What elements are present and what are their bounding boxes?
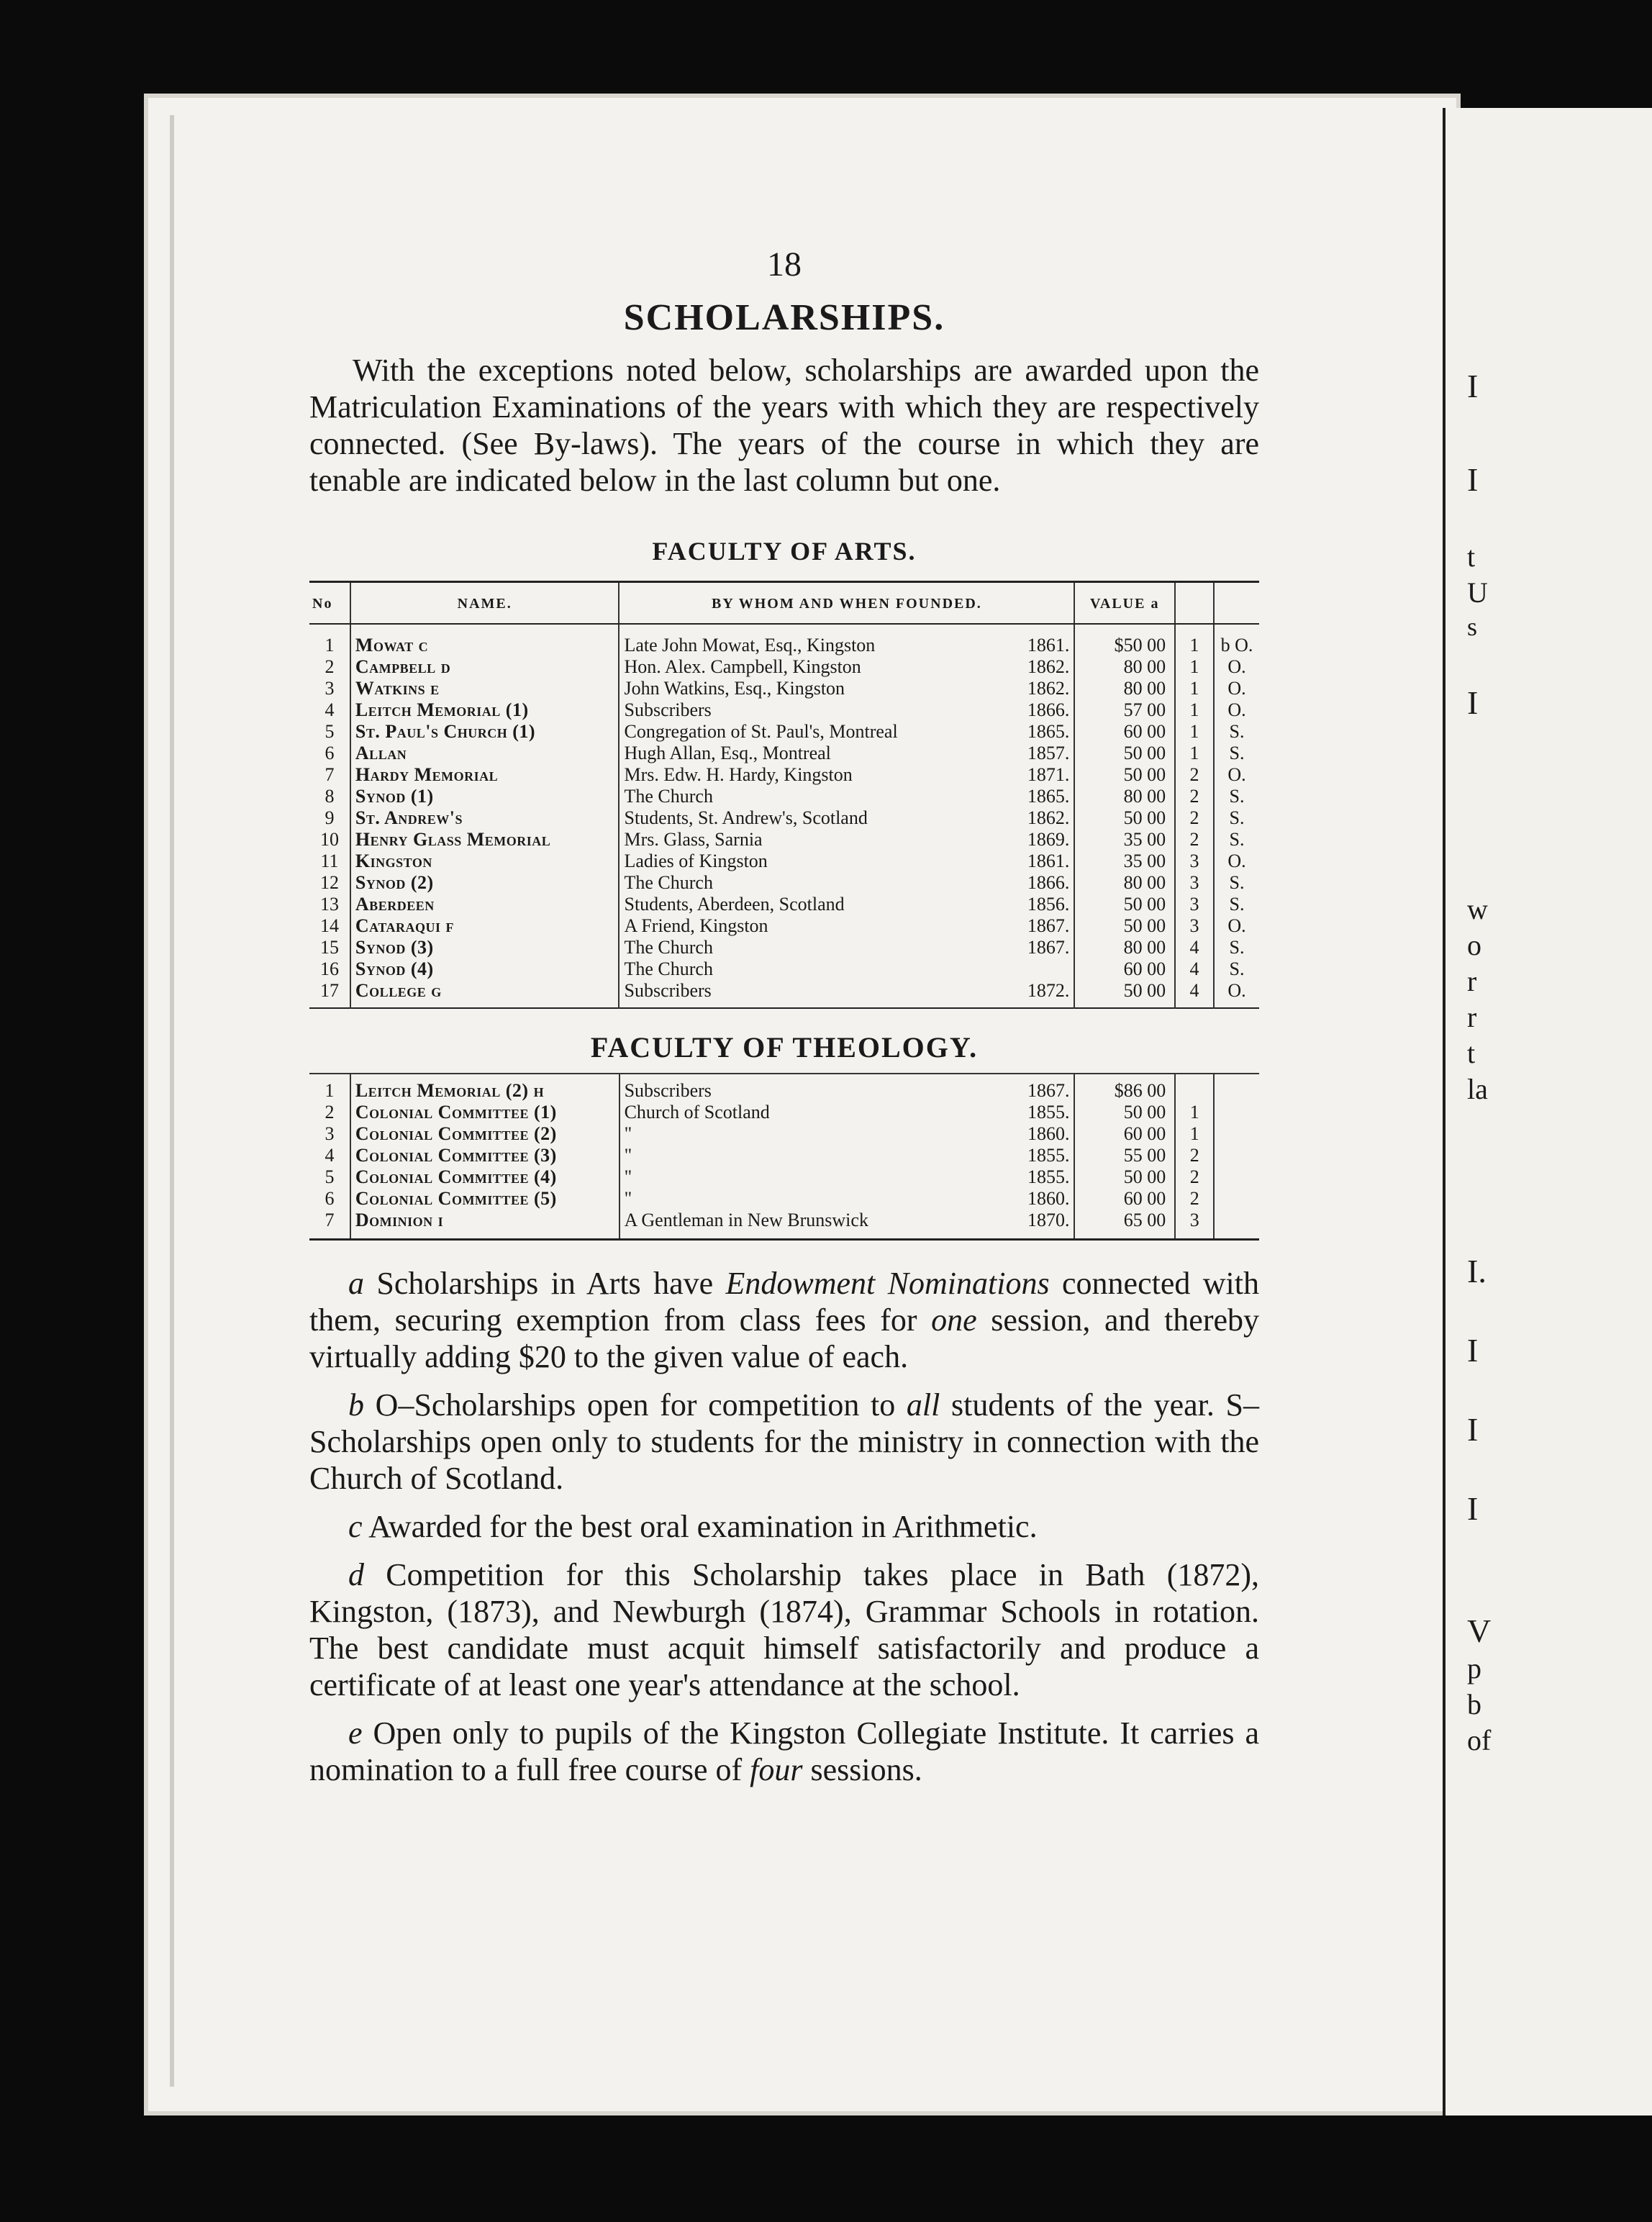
year-cell: 2	[1175, 1166, 1214, 1188]
table-row	[309, 807, 1259, 829]
year-cell: 3	[1175, 851, 1214, 872]
ctype-cell: O.	[1227, 980, 1246, 1001]
value-cell: 35 00	[1074, 851, 1175, 872]
ctype-cell	[1214, 1074, 1259, 1102]
year-founded: 1869.	[1027, 829, 1070, 850]
name-cell: Campbell d	[350, 656, 620, 678]
no-cell: 7	[309, 1210, 350, 1240]
footnote-c	[309, 1508, 1259, 1545]
value-cell: 80 00	[1074, 937, 1175, 958]
arts-table-body	[309, 624, 1259, 1008]
no-cell: 3	[309, 1123, 350, 1145]
no-cell: 15	[309, 937, 350, 958]
year-founded: 1867.	[1027, 937, 1070, 958]
facing-page-fragment: I	[1467, 368, 1479, 404]
founder-cell	[619, 958, 1074, 980]
no-cell: 10	[309, 829, 350, 851]
facing-page-fragment: I	[1467, 1332, 1479, 1369]
value-cell: 57 00	[1074, 699, 1175, 721]
table-row	[309, 872, 1259, 894]
no-cell: 13	[309, 894, 350, 915]
founder-cell	[620, 1188, 1075, 1210]
year-founded: 1862.	[1027, 807, 1070, 828]
name-cell: Mowat c	[350, 624, 620, 656]
theology-table-body	[309, 1074, 1259, 1240]
year-cell: 1	[1175, 1102, 1214, 1123]
no-cell: 6	[309, 1188, 350, 1210]
name-cell: Colonial Committee (4)	[350, 1166, 620, 1188]
table-row	[309, 678, 1259, 699]
ctype-cell: O.	[1227, 915, 1246, 936]
name-cell: Leitch Memorial (1)	[350, 699, 620, 721]
year-cell: 1	[1175, 743, 1214, 764]
facing-page-fragment: V	[1467, 1613, 1492, 1649]
col-header-type	[1214, 582, 1259, 625]
no-cell: 12	[309, 872, 350, 894]
value-cell: 50 00	[1074, 915, 1175, 937]
footnote-text: O–Scholarships open for competition to	[375, 1387, 907, 1423]
year-cell: 2	[1175, 807, 1214, 829]
value-cell: 35 00	[1074, 829, 1175, 851]
name-cell: Kingston	[350, 851, 620, 872]
footnote-text: Open only to pupils of the Kingston Collegiate Institute. It carries a nomination to a full free course of	[309, 1715, 1260, 1787]
page-number: 18	[767, 245, 802, 284]
no-cell: 1	[309, 624, 350, 656]
value-cell: 80 00	[1074, 656, 1175, 678]
ctype-cell: S.	[1229, 937, 1245, 958]
year-founded: 1861.	[1027, 635, 1070, 656]
founder-cell	[619, 678, 1074, 699]
year-cell: 3	[1175, 872, 1214, 894]
name-cell: Synod (2)	[350, 872, 620, 894]
table-row	[309, 1123, 1259, 1145]
founder-cell	[619, 656, 1074, 678]
founder-cell	[619, 807, 1074, 829]
ctype-cell: S.	[1229, 958, 1245, 979]
year-cell: 4	[1175, 980, 1214, 1008]
footnote-text: one	[931, 1302, 977, 1338]
name-cell: Cataraqui f	[350, 915, 620, 937]
footnote-key: a	[348, 1266, 364, 1301]
no-cell: 5	[309, 721, 350, 743]
facing-page-fragment: b	[1467, 1688, 1481, 1720]
page-title: SCHOLARSHIPS.	[623, 297, 945, 338]
value-cell: 55 00	[1074, 1145, 1175, 1166]
name-cell: Watkins e	[350, 678, 620, 699]
no-cell: 1	[309, 1074, 350, 1102]
name-cell: Synod (4)	[350, 958, 620, 980]
year-founded: 1857.	[1027, 743, 1070, 763]
footnote-a	[309, 1265, 1259, 1375]
name-cell: Aberdeen	[350, 894, 620, 915]
founder-text: "	[624, 1166, 632, 1187]
value-cell: $86 00	[1074, 1074, 1175, 1102]
name-cell: Colonial Committee (2)	[350, 1123, 620, 1145]
founder-cell	[619, 699, 1074, 721]
table-row	[309, 915, 1259, 937]
founder-text: Subscribers	[624, 699, 712, 720]
table-row	[309, 699, 1259, 721]
value-cell: 50 00	[1074, 894, 1175, 915]
year-cell: 4	[1175, 937, 1214, 958]
founder-text: Hon. Alex. Campbell, Kingston	[624, 656, 861, 677]
footnote-text: Scholarships in Arts have	[376, 1266, 726, 1301]
founder-cell	[619, 872, 1074, 894]
founder-text: Mrs. Edw. H. Hardy, Kingston	[624, 764, 853, 785]
year-cell: 1	[1175, 656, 1214, 678]
value-cell: 50 00	[1074, 1102, 1175, 1123]
col-header-course-year	[1175, 582, 1214, 625]
no-cell: 2	[309, 1102, 350, 1123]
facing-page-fragment: w	[1467, 893, 1488, 925]
no-cell: 3	[309, 678, 350, 699]
footnote-text: connected with them, securing exemption from class fees for	[309, 1266, 1259, 1338]
ctype-cell: S.	[1229, 829, 1245, 850]
table-row	[309, 1210, 1259, 1240]
footnote-text: all	[906, 1387, 940, 1423]
year-cell: 2	[1175, 764, 1214, 786]
table-row	[309, 851, 1259, 872]
no-cell: 4	[309, 699, 350, 721]
name-cell: Henry Glass Memorial	[350, 829, 620, 851]
ctype-cell: O.	[1227, 851, 1246, 871]
no-cell: 8	[309, 786, 350, 807]
founder-text: Church of Scotland	[624, 1102, 770, 1123]
arts-faculty-title: FACULTY OF ARTS.	[652, 537, 917, 566]
ctype-cell	[1214, 1123, 1259, 1145]
table-row	[309, 937, 1259, 958]
founder-cell	[619, 743, 1074, 764]
year-cell: 3	[1175, 915, 1214, 937]
founder-text: Students, St. Andrew's, Scotland	[624, 807, 868, 828]
page-content	[309, 245, 1259, 1800]
year-founded: 1855.	[1027, 1102, 1070, 1123]
table-row	[309, 624, 1259, 656]
value-cell: 60 00	[1074, 958, 1175, 980]
facing-page-fragment: U	[1467, 576, 1488, 609]
footnote-key: d	[348, 1557, 364, 1592]
name-cell: Allan	[350, 743, 620, 764]
founder-text: "	[624, 1188, 632, 1209]
value-cell: 60 00	[1074, 1188, 1175, 1210]
table-row	[309, 958, 1259, 980]
table-row	[309, 656, 1259, 678]
footnote-e	[309, 1715, 1259, 1788]
ctype-cell: O.	[1227, 764, 1246, 785]
footnote-text: four	[750, 1752, 803, 1787]
facing-page-fragment: t	[1467, 1037, 1476, 1069]
name-cell: Dominion i	[350, 1210, 620, 1240]
value-cell: 50 00	[1074, 1166, 1175, 1188]
name-cell: St. Paul's Church (1)	[350, 721, 620, 743]
year-founded: 1865.	[1027, 721, 1070, 742]
no-cell: 9	[309, 807, 350, 829]
name-cell: Colonial Committee (5)	[350, 1188, 620, 1210]
arts-scholarships-table	[309, 581, 1259, 1009]
founder-text: Hugh Allan, Esq., Montreal	[624, 743, 831, 763]
founder-text: Mrs. Glass, Sarnia	[624, 829, 763, 850]
no-cell: 11	[309, 851, 350, 872]
value-cell: 50 00	[1074, 980, 1175, 1008]
no-cell: 4	[309, 1145, 350, 1166]
year-cell: 3	[1175, 894, 1214, 915]
no-cell: 2	[309, 656, 350, 678]
year-founded: 1860.	[1027, 1123, 1070, 1144]
year-cell: 4	[1175, 958, 1214, 980]
facing-page-fragment: la	[1467, 1073, 1488, 1105]
footnote-key: e	[348, 1715, 363, 1751]
col-header-founder: BY WHOM AND WHEN FOUNDED.	[619, 582, 1074, 625]
facing-page-fragment: s	[1467, 612, 1478, 641]
year-founded: 1861.	[1027, 851, 1070, 871]
footnote-text: students of the year. S–Scholarships open only to students for the ministry in connection with the Church of Scotland.	[309, 1387, 1260, 1496]
founder-cell	[619, 764, 1074, 786]
year-founded: 1866.	[1027, 872, 1070, 893]
founder-cell	[619, 721, 1074, 743]
founder-text: Ladies of Kingston	[624, 851, 768, 871]
founder-cell	[619, 937, 1074, 958]
founder-cell	[619, 624, 1074, 656]
facing-page-fragment: I	[1467, 684, 1479, 721]
founder-cell	[620, 1074, 1075, 1102]
table-row	[309, 980, 1259, 1008]
name-cell: College g	[350, 980, 620, 1008]
founder-cell	[619, 786, 1074, 807]
no-cell: 16	[309, 958, 350, 980]
founder-cell	[620, 1102, 1075, 1123]
year-founded: 1867.	[1027, 1080, 1070, 1101]
col-header-value: VALUE a	[1074, 582, 1175, 625]
ctype-cell: O.	[1227, 699, 1246, 720]
ctype-cell: O.	[1227, 678, 1246, 699]
facing-page-fragment: I	[1467, 1490, 1479, 1527]
ctype-cell	[1214, 1210, 1259, 1240]
name-cell: Synod (3)	[350, 937, 620, 958]
ctype-cell	[1214, 1188, 1259, 1210]
year-cell: 2	[1175, 786, 1214, 807]
value-cell: 60 00	[1074, 721, 1175, 743]
table-row	[309, 743, 1259, 764]
year-cell	[1175, 1074, 1214, 1102]
footnote-key: b	[348, 1387, 364, 1423]
founder-text: A Gentleman in New Brunswick	[624, 1210, 868, 1230]
intro-paragraph: With the exceptions noted below, scholarships are awarded upon the Matriculation Examinations of the years with which they are respectively connected. (See By-laws). The years of the course in which they are tenable are indicated below in the last column but one.	[309, 353, 1259, 498]
no-cell: 14	[309, 915, 350, 937]
footnote-b	[309, 1387, 1259, 1497]
year-founded: 1871.	[1027, 764, 1070, 785]
footnote-text: session, and thereby virtually adding $20 to the given value of each.	[309, 1302, 1260, 1374]
table-row	[309, 1166, 1259, 1188]
name-cell: Synod (1)	[350, 786, 620, 807]
footnote-d	[309, 1556, 1259, 1703]
founder-text: Subscribers	[624, 1080, 712, 1101]
value-cell: 50 00	[1074, 764, 1175, 786]
name-cell: Leitch Memorial (2) h	[350, 1074, 620, 1102]
no-cell: 5	[309, 1166, 350, 1188]
table-row	[309, 721, 1259, 743]
theology-scholarships-table	[309, 1073, 1259, 1241]
facing-page-fragment: I.	[1467, 1253, 1487, 1289]
founder-text: The Church	[624, 958, 713, 979]
table-row	[309, 786, 1259, 807]
col-header-name: NAME.	[350, 582, 620, 625]
founder-text: The Church	[624, 786, 713, 807]
ctype-cell: b O.	[1220, 635, 1253, 656]
ctype-cell	[1214, 1166, 1259, 1188]
founder-text: Congregation of St. Paul's, Montreal	[624, 721, 898, 742]
founder-cell	[619, 894, 1074, 915]
facing-page	[1443, 108, 1652, 2116]
no-cell: 6	[309, 743, 350, 764]
year-founded: 1860.	[1027, 1188, 1070, 1209]
founder-text: "	[624, 1145, 632, 1166]
year-cell: 1	[1175, 721, 1214, 743]
value-cell: 60 00	[1074, 1123, 1175, 1145]
founder-text: The Church	[624, 872, 713, 893]
footnote-text: Competition for this Scholarship takes place in Bath (1872), Kingston, (1873), and Newburgh (1874), Grammar Schools in rotation. The best candidate must acquit himself satisfactorily and produce a certificate of at least one year's attendance at the school.	[309, 1557, 1259, 1702]
ctype-cell: S.	[1229, 786, 1245, 807]
ctype-cell	[1214, 1102, 1259, 1123]
ctype-cell: S.	[1229, 894, 1245, 915]
table-row	[309, 894, 1259, 915]
founder-cell	[620, 1166, 1075, 1188]
year-founded: 1866.	[1027, 699, 1070, 720]
year-cell: 1	[1175, 624, 1214, 656]
table-row	[309, 1188, 1259, 1210]
founder-text: "	[624, 1123, 632, 1144]
ctype-cell	[1214, 1145, 1259, 1166]
table-row	[309, 1074, 1259, 1102]
year-cell: 1	[1175, 1123, 1214, 1145]
year-founded: 1862.	[1027, 656, 1070, 677]
name-cell: St. Andrew's	[350, 807, 620, 829]
founder-cell	[620, 1210, 1075, 1240]
value-cell: 65 00	[1074, 1210, 1175, 1240]
facing-page-fragment: of	[1467, 1724, 1492, 1756]
year-cell: 2	[1175, 1145, 1214, 1166]
value-cell: 80 00	[1074, 786, 1175, 807]
name-cell: Hardy Memorial	[350, 764, 620, 786]
footnote-text: Awarded for the best oral examination in Arithmetic.	[368, 1509, 1038, 1544]
founder-cell	[619, 851, 1074, 872]
year-founded: 1856.	[1027, 894, 1070, 915]
year-cell: 1	[1175, 678, 1214, 699]
founder-cell	[620, 1145, 1075, 1166]
ctype-cell: S.	[1229, 807, 1245, 828]
founder-cell	[619, 915, 1074, 937]
founder-text: John Watkins, Esq., Kingston	[624, 678, 845, 699]
value-cell: $50 00	[1074, 624, 1175, 656]
table-row	[309, 1102, 1259, 1123]
value-cell: 80 00	[1074, 872, 1175, 894]
founder-text: The Church	[624, 937, 713, 958]
name-cell: Colonial Committee (3)	[350, 1145, 620, 1166]
footnote-text: Endowment Nominations	[725, 1266, 1050, 1301]
facing-page-fragment: o	[1467, 929, 1481, 961]
founder-text: Students, Aberdeen, Scotland	[624, 894, 845, 915]
no-cell: 7	[309, 764, 350, 786]
facing-page-fragment: I	[1467, 461, 1479, 498]
facing-page-fragment: r	[1467, 965, 1477, 997]
value-cell: 50 00	[1074, 743, 1175, 764]
year-cell: 1	[1175, 699, 1214, 721]
year-founded: 1862.	[1027, 678, 1070, 699]
facing-page-fragment: t	[1467, 540, 1476, 573]
year-cell: 2	[1175, 829, 1214, 851]
founder-text: A Friend, Kingston	[624, 915, 768, 936]
table-row	[309, 829, 1259, 851]
table-row	[309, 1145, 1259, 1166]
founder-cell	[619, 980, 1074, 1008]
year-founded: 1855.	[1027, 1166, 1070, 1187]
ctype-cell: O.	[1227, 656, 1246, 677]
facing-page-fragment: I	[1467, 1411, 1479, 1448]
year-founded: 1865.	[1027, 786, 1070, 807]
theology-faculty-title: FACULTY OF THEOLOGY.	[590, 1031, 979, 1064]
year-founded: 1855.	[1027, 1145, 1070, 1166]
founder-cell	[620, 1123, 1075, 1145]
footnote-key: c	[348, 1509, 363, 1544]
footnotes	[309, 1265, 1259, 1788]
year-founded: 1870.	[1027, 1210, 1070, 1230]
facing-page-fragment: p	[1467, 1652, 1481, 1684]
name-cell: Colonial Committee (1)	[350, 1102, 620, 1123]
footnote-text: sessions.	[802, 1752, 922, 1787]
page-edge	[170, 115, 174, 2087]
year-cell: 3	[1175, 1210, 1214, 1240]
founder-text: Subscribers	[624, 980, 712, 1001]
ctype-cell: S.	[1229, 721, 1245, 742]
facing-page-fragment: r	[1467, 1001, 1477, 1033]
value-cell: 50 00	[1074, 807, 1175, 829]
year-founded: 1872.	[1027, 980, 1070, 1001]
no-cell: 17	[309, 980, 350, 1008]
col-header-no: No	[309, 582, 350, 625]
ctype-cell: S.	[1229, 872, 1245, 893]
founder-text: Late John Mowat, Esq., Kingston	[624, 635, 876, 656]
founder-cell	[619, 829, 1074, 851]
year-founded: 1867.	[1027, 915, 1070, 936]
value-cell: 80 00	[1074, 678, 1175, 699]
year-cell: 2	[1175, 1188, 1214, 1210]
table-row	[309, 764, 1259, 786]
ctype-cell: S.	[1229, 743, 1245, 763]
